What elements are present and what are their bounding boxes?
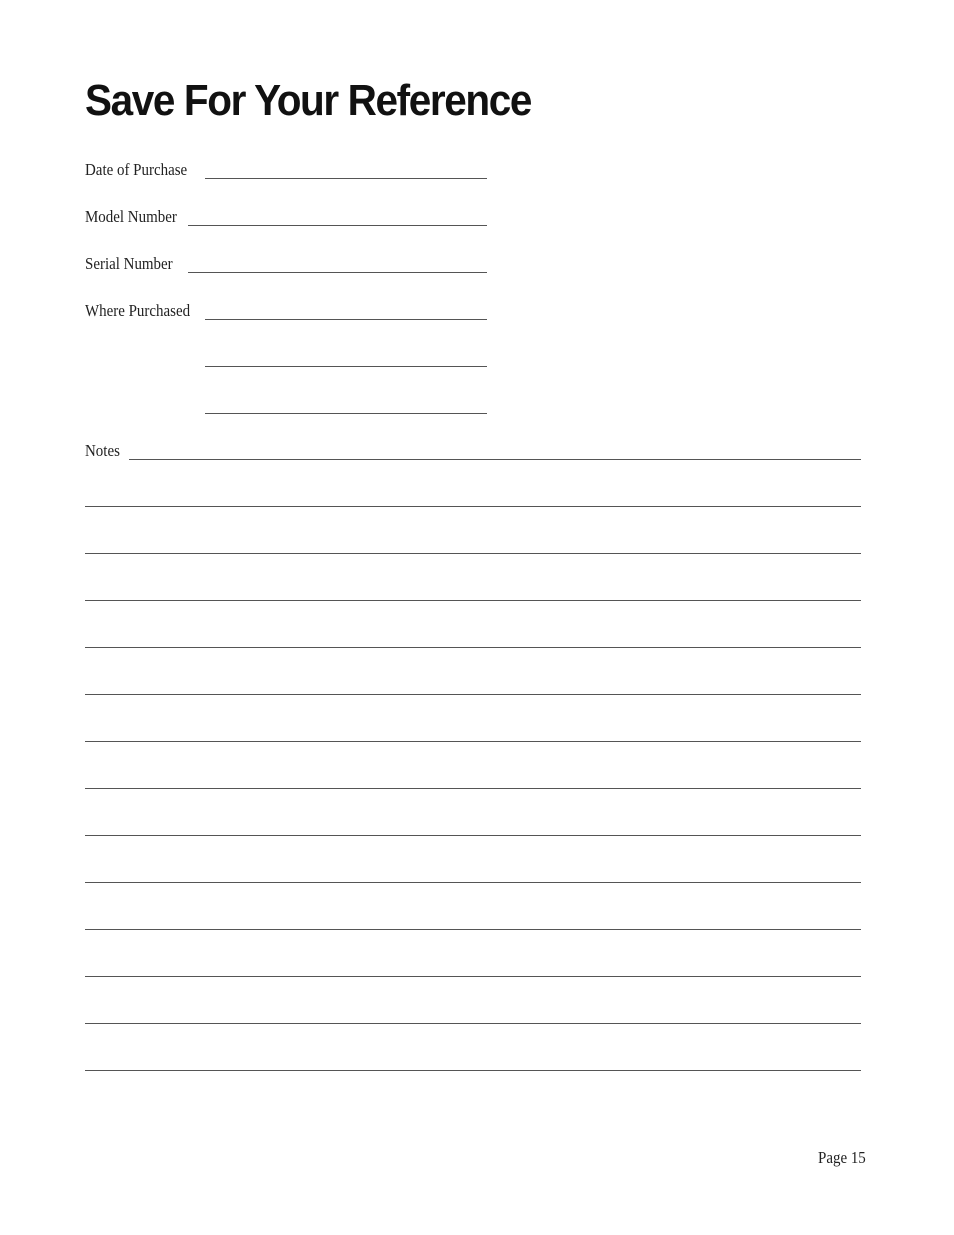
- page-number: Page 15: [818, 1148, 866, 1167]
- notes-line[interactable]: [85, 553, 861, 554]
- where-purchased-line-3[interactable]: [205, 413, 487, 414]
- notes-line[interactable]: [85, 741, 861, 742]
- notes-line[interactable]: [85, 835, 861, 836]
- notes-line[interactable]: [85, 882, 861, 883]
- notes-line[interactable]: [129, 459, 861, 460]
- notes-line[interactable]: [85, 929, 861, 930]
- serial-number-label: Serial Number: [85, 254, 173, 273]
- notes-line[interactable]: [85, 1023, 861, 1024]
- serial-number-line[interactable]: [188, 272, 487, 273]
- notes-label: Notes: [85, 441, 120, 460]
- page-title: Save For Your Reference: [85, 76, 531, 125]
- where-purchased-line-1[interactable]: [205, 319, 487, 320]
- model-number-line[interactable]: [188, 225, 487, 226]
- date-of-purchase-label: Date of Purchase: [85, 160, 188, 179]
- notes-line[interactable]: [85, 600, 861, 601]
- notes-line[interactable]: [85, 694, 861, 695]
- notes-line[interactable]: [85, 647, 861, 648]
- where-purchased-line-2[interactable]: [205, 366, 487, 367]
- notes-line[interactable]: [85, 976, 861, 977]
- date-of-purchase-line[interactable]: [205, 178, 487, 179]
- notes-line[interactable]: [85, 506, 861, 507]
- where-purchased-label: Where Purchased: [85, 301, 191, 320]
- notes-line[interactable]: [85, 1070, 861, 1071]
- model-number-label: Model Number: [85, 207, 177, 226]
- notes-line[interactable]: [85, 788, 861, 789]
